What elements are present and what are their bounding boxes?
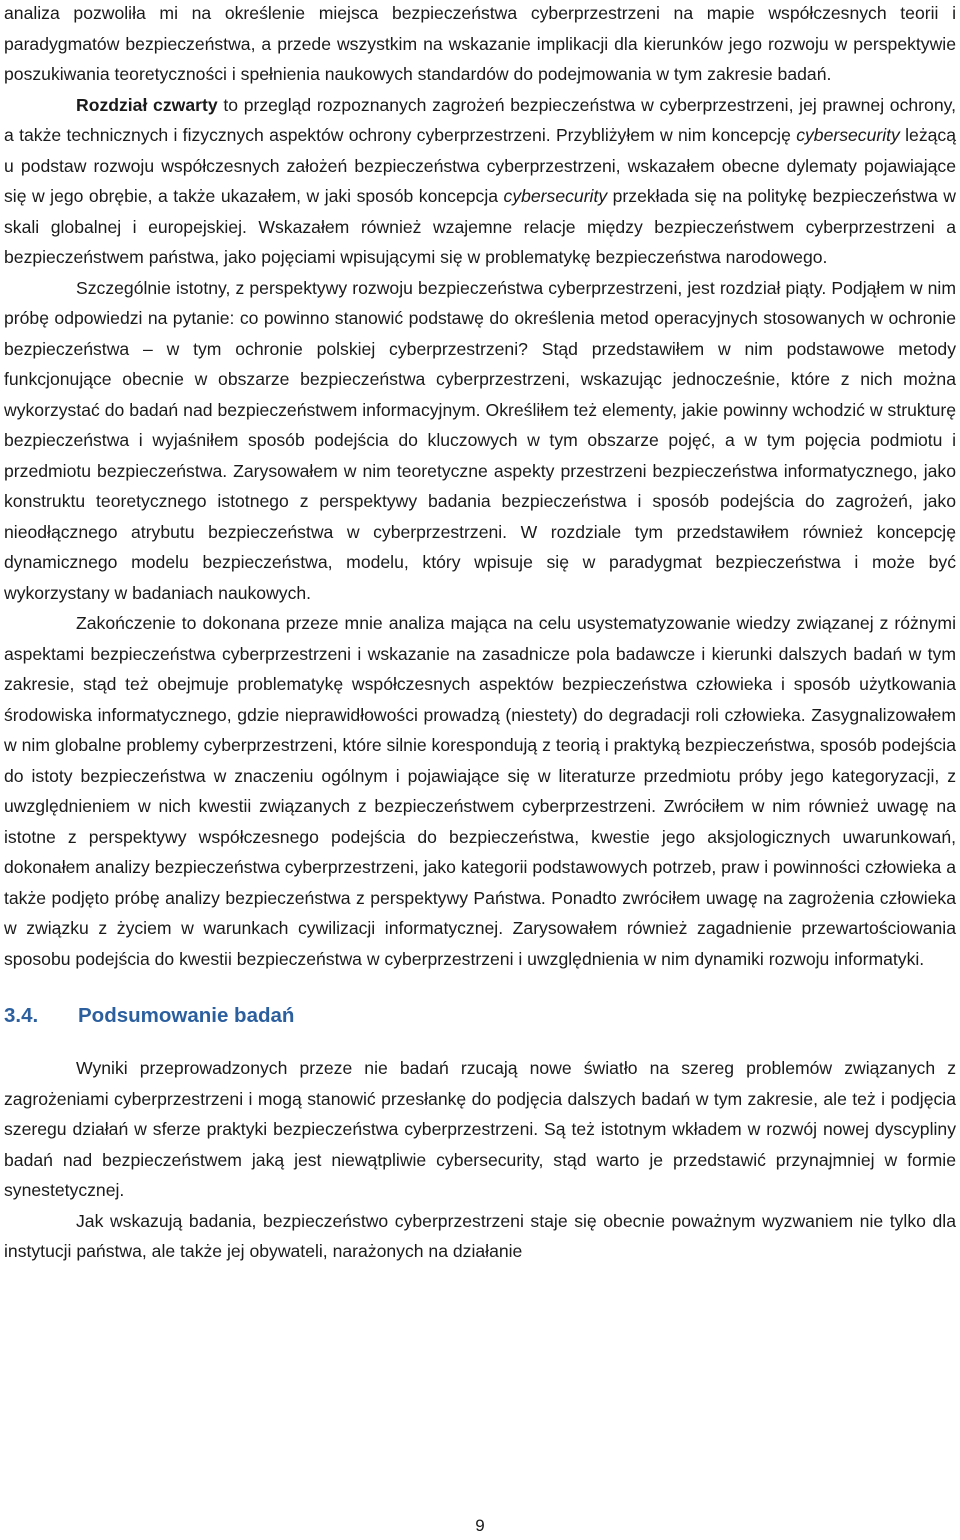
page-number: 9 (475, 1516, 485, 1535)
paragraph: analiza pozwoliła mi na określenie miejsca bezpieczeństwa cyberprzestrzeni na mapie współczesnych teorii i paradygmatów bezpieczeństwa, a przede wszystkim na wskazanie implikacji dla kierunków jego rozwoju w perspektywie poszukiwania teoretyczności i spełnienia naukowych standardów do podejmowania w tym zakresie badań. (4, 3, 956, 84)
paragraph: Jak wskazują badania, bezpieczeństwo cyberprzestrzeni staje się obecnie poważnym wyzwaniem nie tylko dla instytucji państwa, ale także jej obywateli, narażonych na działanie (4, 1210, 956, 1261)
section-title: Podsumowanie badań (78, 1004, 295, 1027)
bold-lead: Rozdział czwarty (76, 94, 218, 115)
text: to przegląd rozpoznanych zagrożeń bezpieczeństwa w cyberprzestrzeni, jej prawnej ochrony, a także technicznych i fizycznych aspektów ochrony cyberprzestrzeni. Przybliżyłem w nim koncepcję (4, 94, 956, 145)
paragraph: Wyniki przeprowadzonych przeze nie badań rzucają nowe światło na szereg problemów związanych z zagrożeniami cyberprzestrzeni i mogą stanowić przesłankę do podjęcia dalszych badań w tym zakresie, ale też i podjęcia szeregu działań w sferze praktyki bezpieczeństwa cyberprzestrzeni. Są też istotnym wkładem w rozwój nowej dyscypliny badań nad bezpieczeństwem jaką jest niewątpliwie cybersecurity, stąd warto je przedstawić przynajmniej w formie synestetycznej. (4, 1058, 956, 1200)
paragraph-chapter-four (4, 90, 956, 273)
paragraph: Szczególnie istotny, z perspektywy rozwoju bezpieczeństwa cyberprzestrzeni, jest rozdział piąty. Podjąłem w nim próbę odpowiedzi na pytanie: co powinno stanowić podstawę do określenia metod operacyjnych stosowanych w ochronie bezpieczeństwa – w tym ochronie polskiej cyberprzestrzeni? Stąd przedstawiłem w nim podstawowe metody funkcjonujące obecnie w obszarze bezpieczeństwa cyberprzestrzeni, wskazując jednocześnie, które z nich można wykorzystać do badań nad bezpieczeństwem informacyjnym. Określiłem też elementy, jakie powinny wchodzić w strukturę bezpieczeństwa i wyjaśniłem sposób podejścia do kluczowych w tym obszarze pojęć, a w tym pojęcia podmiotu i przedmiotu bezpieczeństwa. Zarysowałem w nim teoretyczne aspekty przestrzeni bezpieczeństwa informatycznego, jako konstruktu teoretycznego istotnego z perspektywy badania bezpieczeństwa i sposób podejścia do zagrożeń, jako nieodłącznego atrybutu bezpieczeństwa w cyberprzestrzeni. W rozdziale tym przedstawiłem również koncepcję dynamicznego modelu bezpieczeństwa, modelu, który wpisuje się w paradygmat bezpieczeństwa i może być wykorzystany w badaniach naukowych. (4, 277, 956, 603)
document-page (4, 0, 956, 1267)
section-heading (4, 1001, 956, 1031)
paragraph: Zakończenie to dokonana przeze mnie analiza mająca na celu usystematyzowanie wiedzy związanej z różnymi aspektami bezpieczeństwa cyberprzestrzeni i wskazanie na zasadnicze pola badawcze i kierunki dalszych badań w tym zakresie, stąd też obejmuje problematykę współczesnych aspektów bezpieczeństwa człowieka i sposób użytkowania środowiska informatycznego, gdzie nieprawidłowości prowadzą (niestety) do degradacji roli człowieka. Zasygnalizowałem w nim globalne problemy cyberprzestrzeni, które silnie korespondują z teorią i praktyką bezpieczeństwa, sposób podejścia do istoty bezpieczeństwa w znaczeniu ogólnym i pojawiające się w literaturze przedmiotu próby jego kategoryzacji, z uwzględnieniem w nich kwestii związanych z bezpieczeństwem cyberprzestrzeni. Zwróciłem w nim również uwagę na istotne z perspektywy współczesnego podejścia do bezpieczeństwa, kwestie jego aksjologicznych uwarunkowań, dokonałem analizy bezpieczeństwa cyberprzestrzeni, jako kategorii podstawowych potrzeb, praw i powinności człowieka a także podjęto próbę analizy bezpieczeństwa z perspektywy Państwa. Ponadto zwróciłem uwagę na zagrożenia człowieka w związku z życiem w warunkach cywilizacji informatycznej. Zarysowałem również zagadnienie przewartościowania sposobu podejścia do kwestii bezpieczeństwa w cyberprzestrzeni i uwzględnienia w nim dynamiki rozwoju informatyki. (4, 613, 956, 969)
section-number: 3.4. (4, 1004, 39, 1027)
italic-term: cybersecurity (796, 125, 900, 145)
italic-term: cybersecurity (503, 186, 608, 206)
text: leżącą u podstaw rozwoju współczesnych założeń bezpieczeństwa cyberprzestrzeni, wskazałem obecne dylematy pojawiające się w jego obrębie, a także ukazałem, w jaki sposób koncepcja (4, 125, 957, 206)
text: przekłada się na politykę bezpieczeństwa w skali globalnej i europejskiej. Wskazałem również wzajemne relacje między bezpieczeństwem cyberprzestrzeni a bezpieczeństwem państwa, jako pojęciami wpisującymi się w problematykę bezpieczeństwa narodowego. (4, 186, 956, 267)
